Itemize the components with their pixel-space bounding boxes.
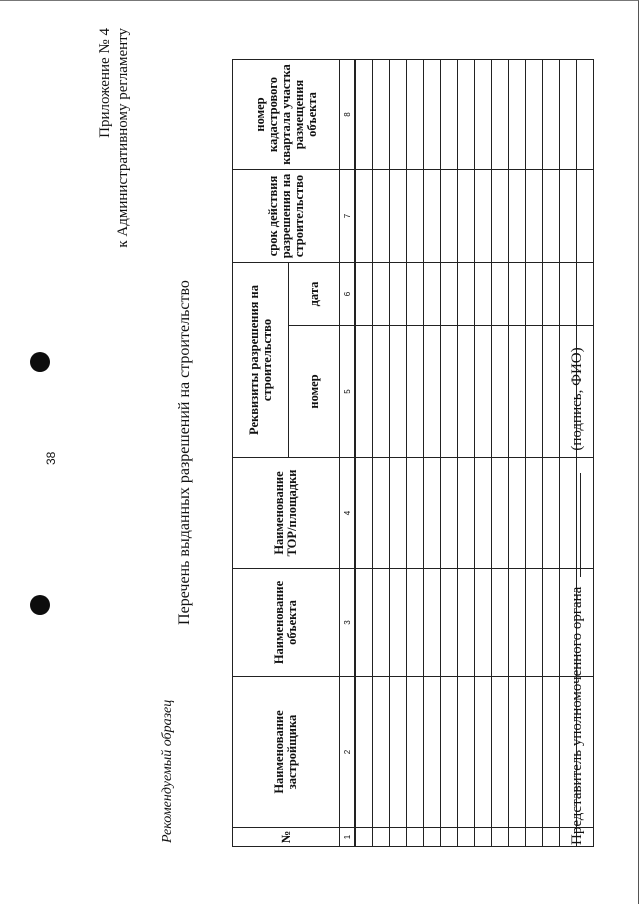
table-cell [373,263,390,326]
header-number: № [233,828,340,847]
table-cell [577,60,594,170]
table-row [475,60,492,847]
table-cell [492,60,509,170]
table-cell [526,828,543,847]
table-cell [509,828,526,847]
table-cell [475,458,492,569]
table-cell [441,263,458,326]
table-cell [373,677,390,828]
table-cell [543,458,560,569]
header-object: Наименование объекта [233,569,340,677]
table-cell [441,677,458,828]
table-cell [355,677,373,828]
table-cell [441,326,458,458]
table-cell [543,677,560,828]
appendix-header [96,28,132,248]
header-tor: Наименование ТОР/площадки [233,458,340,569]
table-cell [560,263,577,326]
permits-table [232,59,594,847]
table-cell [492,458,509,569]
column-number: 2 [340,677,356,828]
table-cell [407,326,424,458]
table-row [492,60,509,847]
header-permit-details: Реквизиты разрешения на строительство [233,263,289,458]
table-cell [424,828,441,847]
table-cell [560,170,577,263]
table-cell [560,60,577,170]
table-row [390,60,407,847]
table-cell [509,326,526,458]
table-cell [407,170,424,263]
header-permit-date: дата [289,263,340,326]
table-cell [543,263,560,326]
table-row [509,60,526,847]
table-cell [424,170,441,263]
table-cell [492,263,509,326]
table-cell [458,170,475,263]
table-cell [526,60,543,170]
table-cell [543,569,560,677]
table-row [424,60,441,847]
table-cell [509,458,526,569]
column-number: 6 [340,263,356,326]
table-cell [373,828,390,847]
header-cadastral: номер кадастрового квартала участка размещения объекта [233,60,340,170]
table-cell [390,828,407,847]
table-cell [526,326,543,458]
table-cell [355,326,373,458]
table-cell [373,569,390,677]
signature-line [568,347,586,845]
sample-label: Рекомендуемый образец [160,699,175,843]
header-developer: Наименование застройщика [233,677,340,828]
column-number: 3 [340,569,356,677]
table-row [355,60,373,847]
table-cell [475,828,492,847]
table-cell [407,677,424,828]
table-cell [543,828,560,847]
table-cell [424,677,441,828]
table-cell [407,263,424,326]
table-cell [441,828,458,847]
table-cell [509,60,526,170]
table-cell [424,60,441,170]
table-cell [492,569,509,677]
table-cell [492,677,509,828]
table-cell [424,569,441,677]
table-cell [355,263,373,326]
table-row [543,60,560,847]
table-cell [543,326,560,458]
table-cell [390,458,407,569]
table-cell [577,170,594,263]
table-cell [526,458,543,569]
table-row [373,60,390,847]
table-cell [526,569,543,677]
table-cell [492,828,509,847]
table-cell [373,170,390,263]
column-number: 7 [340,170,356,263]
appendix-reference: к Административному регламенту [115,28,131,248]
table-cell [441,569,458,677]
signature-caption: (подпись, ФИО) [569,347,585,451]
table-cell [458,326,475,458]
document-title: Перечень выданных разрешений на строительство [176,280,193,625]
table-cell [390,170,407,263]
column-number: 8 [340,60,356,170]
table-cell [475,263,492,326]
table-cell [475,326,492,458]
column-numbers-row [340,60,356,847]
table-cell [509,263,526,326]
table-cell [458,60,475,170]
table-cell [355,60,373,170]
table-cell [475,60,492,170]
table-cell [373,458,390,569]
table-cell [407,828,424,847]
table-cell [390,60,407,170]
table-cell [373,60,390,170]
table-cell [526,170,543,263]
table-cell [526,263,543,326]
table-row [441,60,458,847]
table-cell [441,60,458,170]
table-cell [355,828,373,847]
table-cell [373,326,390,458]
table-cell [424,326,441,458]
table-row [526,60,543,847]
header-permit-number: номер [289,326,340,458]
table-cell [458,263,475,326]
table-cell [492,170,509,263]
table-cell [355,170,373,263]
page-number: 38 [44,451,58,465]
table-cell [458,677,475,828]
table-cell [458,828,475,847]
table-cell [543,170,560,263]
column-number: 5 [340,326,356,458]
column-number: 4 [340,458,356,569]
representative-label: Представитель уполномоченного органа [569,586,585,845]
table-cell [577,263,594,326]
table-cell [543,60,560,170]
appendix-number: Приложение № 4 [97,28,113,138]
table-cell [355,458,373,569]
table-cell [509,677,526,828]
table-cell [526,677,543,828]
table-cell [390,326,407,458]
table-cell [390,263,407,326]
table-cell [509,569,526,677]
table-cell [390,677,407,828]
table-row [407,60,424,847]
table-cell [475,677,492,828]
header-validity: срок действия разрешения на строительство [233,170,340,263]
table-cell [509,170,526,263]
table-cell [407,60,424,170]
table-cell [407,458,424,569]
table-cell [390,569,407,677]
column-number: 1 [340,828,356,847]
signature-blank [568,473,581,577]
table-cell [458,569,475,677]
table-cell [458,458,475,569]
table-cell [355,569,373,677]
table-cell [441,458,458,569]
table-cell [441,170,458,263]
table-cell [424,458,441,569]
table-row [458,60,475,847]
table-cell [475,569,492,677]
table-cell [475,170,492,263]
table-cell [492,326,509,458]
table-cell [424,263,441,326]
table-cell [407,569,424,677]
